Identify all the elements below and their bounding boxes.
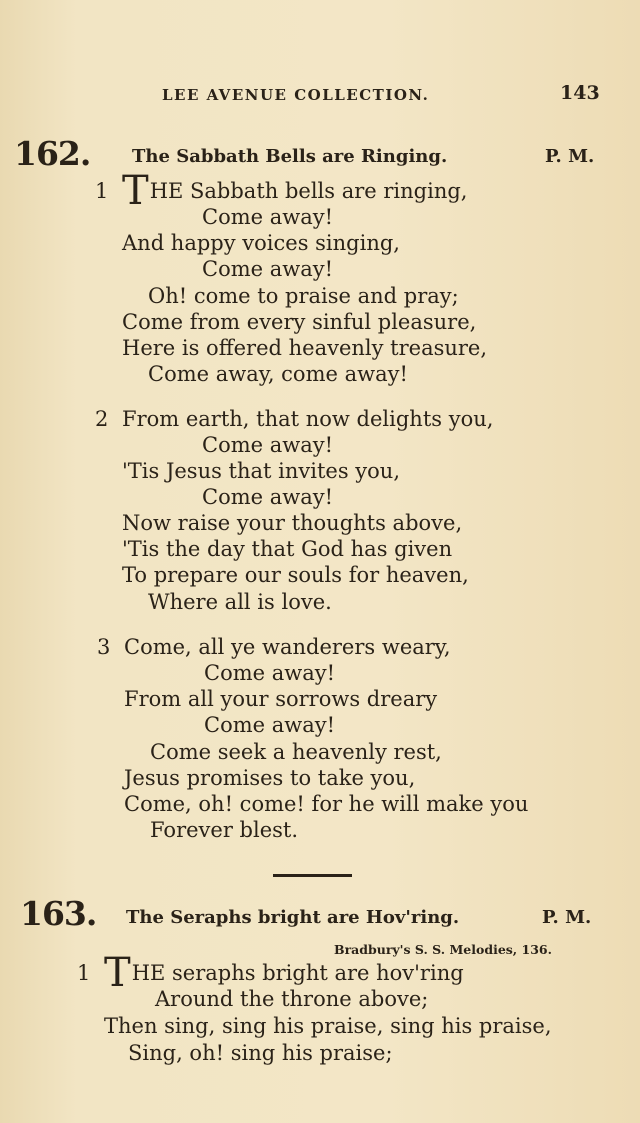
verse-line: THE seraphs bright are hov'ring xyxy=(104,950,464,996)
running-head: LEE AVENUE COLLECTION. xyxy=(162,86,430,104)
drop-cap: T xyxy=(122,168,149,214)
stanza-number: 3 xyxy=(97,635,111,659)
verse-line: Come away! xyxy=(202,205,334,229)
verse-line: Come away! xyxy=(204,661,336,685)
verse-line: 'Tis the day that God has given xyxy=(122,537,453,561)
hymn-meter: P. M. xyxy=(542,907,592,928)
verse-line: THE Sabbath bells are ringing, xyxy=(122,168,468,214)
verse-line: Oh! come to praise and pray; xyxy=(148,284,459,308)
verse-line: Come seek a heavenly rest, xyxy=(150,740,442,764)
stanza-number: 1 xyxy=(77,961,91,985)
verse-line: Come, oh! come! for he will make you xyxy=(124,792,529,816)
verse-line: To prepare our souls for heaven, xyxy=(122,563,469,587)
hymn-number: 163. xyxy=(20,894,97,933)
verse-line: And happy voices singing, xyxy=(122,231,400,255)
verse-line: Then sing, sing his praise, sing his praise, xyxy=(104,1014,552,1038)
verse-line: Where all is love. xyxy=(148,590,332,614)
verse-line: From earth, that now delights you, xyxy=(122,407,494,431)
verse-line: Around the throne above; xyxy=(155,987,429,1011)
verse-line: Come, all ye wanderers weary, xyxy=(124,635,451,659)
verse-line: Come away! xyxy=(202,257,334,281)
drop-cap: T xyxy=(104,950,131,996)
verse-line: Come away! xyxy=(202,485,334,509)
verse-line: Now raise your thoughts above, xyxy=(122,511,463,535)
verse-line: Come away! xyxy=(204,713,336,737)
verse-line: Come from every sinful pleasure, xyxy=(122,310,477,334)
hymn-title: The Sabbath Bells are Ringing. xyxy=(132,146,448,167)
hymn-title: The Seraphs bright are Hov'ring. xyxy=(126,907,460,928)
verse-line: Come away! xyxy=(202,433,334,457)
verse-line: Here is offered heavenly treasure, xyxy=(122,336,488,360)
hymn-number: 162. xyxy=(14,134,91,173)
hymn-meter: P. M. xyxy=(545,146,595,167)
stanza-number: 1 xyxy=(95,179,109,203)
stanza-number: 2 xyxy=(95,407,109,431)
page-number: 143 xyxy=(560,82,600,104)
verse-line: 'Tis Jesus that invites you, xyxy=(122,459,400,483)
verse-line: Come away, come away! xyxy=(148,362,408,386)
verse-line: Jesus promises to take you, xyxy=(124,766,416,790)
verse-line: Forever blest. xyxy=(150,818,299,842)
verse-line: From all your sorrows dreary xyxy=(124,687,438,711)
verse-line: Sing, oh! sing his praise; xyxy=(128,1041,393,1065)
page-header xyxy=(0,84,640,108)
attribution: Bradbury's S. S. Melodies, 136. xyxy=(334,942,552,957)
section-divider xyxy=(273,874,352,877)
